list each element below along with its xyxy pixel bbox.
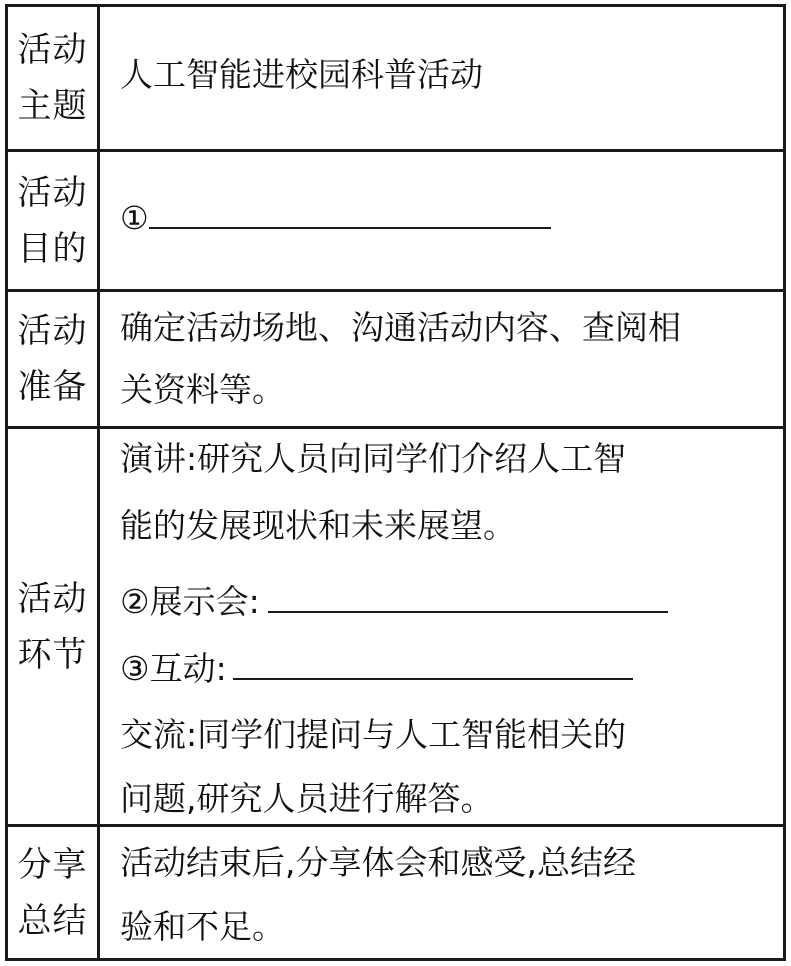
row-label-line: 活动 xyxy=(17,311,88,351)
row-activity-preparation xyxy=(8,289,783,426)
content-line: 交流:同学们提问与人工智能相关的 xyxy=(120,715,627,754)
row-sharing-summary xyxy=(8,824,783,958)
row-content xyxy=(100,152,783,289)
content-line: 问题,研究人员进行解答。 xyxy=(120,779,494,818)
row-label xyxy=(8,152,100,289)
exhibition-blank[interactable] xyxy=(268,583,668,613)
content-line: 验和不足。 xyxy=(120,907,285,946)
answer-blank[interactable] xyxy=(149,199,551,229)
interaction-blank[interactable] xyxy=(233,650,633,680)
row-label-line: 活动 xyxy=(17,172,88,213)
content-line: 关资料等。 xyxy=(120,370,285,409)
content-line: 能的发展现状和未来展望。 xyxy=(120,506,516,545)
content-line: 演讲:研究人员向同学们介绍人工智 xyxy=(120,439,627,478)
row-label-line: 分享 xyxy=(17,844,88,885)
row-label xyxy=(8,292,100,426)
row-label-line: 活动 xyxy=(17,578,88,619)
activity-plan-table xyxy=(5,4,786,961)
interaction-label: ③互动: xyxy=(120,649,227,688)
row-content xyxy=(100,292,783,426)
row-label-line: 活动 xyxy=(17,30,88,70)
row-activity-purpose xyxy=(8,149,783,289)
row-label-line: 主题 xyxy=(17,86,88,126)
row-content xyxy=(100,429,783,824)
answer-line-1 xyxy=(120,198,551,238)
row-label xyxy=(8,429,100,824)
exhibition-line xyxy=(120,582,668,622)
exhibition-label: ②展示会: xyxy=(120,582,260,621)
row-activity-theme xyxy=(8,7,783,149)
interaction-line xyxy=(120,649,633,689)
row-label-line: 准备 xyxy=(17,367,88,407)
row-label-line: 总结 xyxy=(17,900,88,941)
blank-number: ① xyxy=(120,199,149,237)
content-line: 人工智能进校园科普活动 xyxy=(120,55,483,94)
row-label-line: 目的 xyxy=(17,228,88,269)
row-content xyxy=(100,827,783,958)
content-line: 确定活动场地、沟通活动内容、查阅相 xyxy=(120,308,681,347)
row-label xyxy=(8,827,100,958)
row-activity-sessions xyxy=(8,426,783,824)
row-label-line: 环节 xyxy=(17,634,88,675)
row-label xyxy=(8,7,100,149)
row-content xyxy=(100,7,783,149)
content-line: 活动结束后,分享体会和感受,总结经 xyxy=(120,843,636,882)
